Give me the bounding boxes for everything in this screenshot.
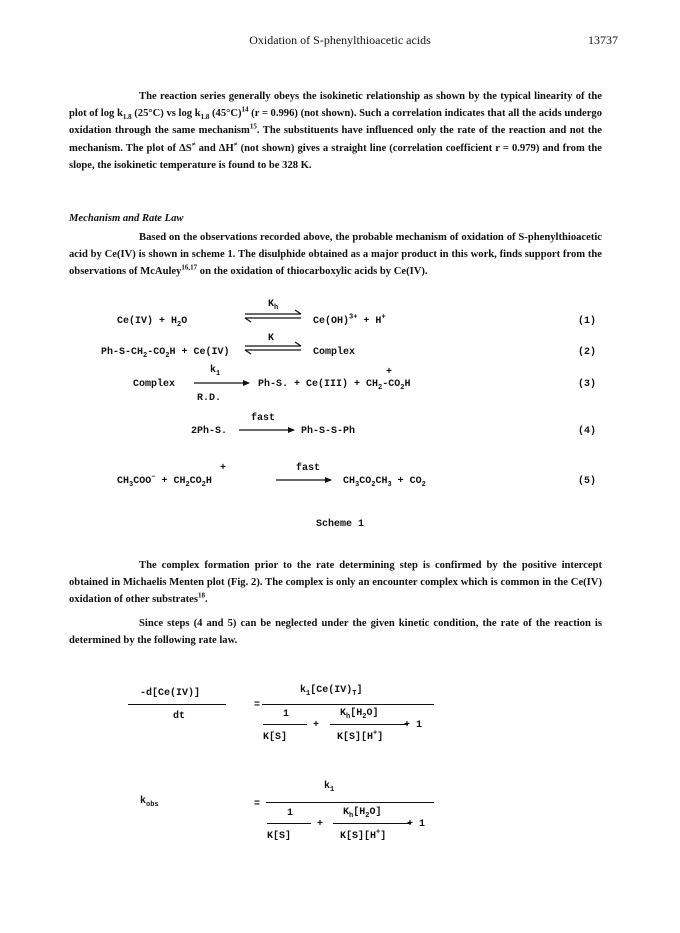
eq5-left: $CH_3COO^- + CH_2CO_2H$ xyxy=(117,473,212,489)
rhs-ks: K[S] xyxy=(263,732,288,743)
rhs-fraction-bar xyxy=(262,704,434,705)
forward-arrow-icon xyxy=(275,475,333,485)
kobs-plus-one: + 1 xyxy=(407,819,426,830)
eq4-right: Ph-S-S-Ph xyxy=(301,426,356,437)
para2-ref-16-17: 16,17 xyxy=(181,263,198,272)
para1-text-b: (25°C) vs log k xyxy=(131,108,201,120)
rhs-numerator: $k_1[Ce(IV)_T]$ xyxy=(300,685,363,698)
lhs-fraction-bar xyxy=(128,704,226,705)
para1-text-e: . The substituents have influenced only the rate of the reaction and not the mechanism. The plot of ΔS xyxy=(69,125,603,154)
eq2-number: (2) xyxy=(578,347,597,358)
paragraph-mechanism xyxy=(69,229,602,281)
eq1-left: $Ce(IV) + H_2O$ xyxy=(117,316,188,329)
eq3-right: Ph-S. + $Ce(III) + CH_2-CO_2H$ xyxy=(258,379,411,392)
kh-denominator: K[S][H+] xyxy=(337,729,384,743)
eq1-k-label: $K_h$ xyxy=(268,299,279,312)
kh-numerator: $K_h[H_2O]$ xyxy=(340,708,379,721)
para1-sub-a: 1.8 xyxy=(122,113,132,122)
eq3-number: (3) xyxy=(578,379,597,390)
lhs-numerator: -d[Ce(IV)] xyxy=(140,688,201,699)
one-over-ks-bar xyxy=(263,724,307,725)
eq5-number: (5) xyxy=(578,476,597,487)
kobs-fraction-bar xyxy=(266,802,434,803)
equilibrium-arrow-icon xyxy=(243,309,303,323)
kobs-ks: K[S] xyxy=(267,831,292,842)
kobs-one: 1 xyxy=(287,808,294,819)
equals-sign: = xyxy=(254,700,261,711)
forward-arrow-icon xyxy=(193,378,251,388)
kobs-kh-numerator: $K_h[H_2O]$ xyxy=(343,807,382,820)
eq2-k-label: K xyxy=(268,333,275,344)
para2-text-b: on the oxidation of thiocarboxylic acids by Ce(IV). xyxy=(197,266,428,278)
kobs-kh-fraction-bar xyxy=(333,823,411,824)
para2-text-a: Based on the observations recorded above, the probable mechanism of oxidation of S-phenylthioacetic acid by Ce(IV) is shown in scheme 1. The disulphide obtained as a major product in this work, finds support from the observations of McAuley xyxy=(69,232,602,278)
para1-ref-14: 14 xyxy=(241,105,249,114)
forward-arrow-icon xyxy=(238,425,296,435)
scheme-label: Scheme 1 xyxy=(315,519,364,530)
para1-text-f: and ΔH xyxy=(195,142,234,154)
paragraph-complex xyxy=(69,557,602,609)
paragraph-rate-law-intro: Since steps (4 and 5) can be neglected under the given kinetic condition, the rate of the reaction is determined by the following rate law. xyxy=(69,618,602,647)
para3-text-a: The complex formation prior to the rate determining step is confirmed by the positive intercept obtained in Michaelis Menten plot (Fig. 2). The complex is only an encounter complex which is common in the Ce(IV) oxidation of other substrates xyxy=(69,560,602,606)
paragraph-isokinetic xyxy=(69,88,602,174)
para1-text-g: (not shown) gives a straight line (correlation coefficient r = 0.979) and from the slope, the isokinetic temperature is found to be 328 K. xyxy=(69,142,602,171)
para1-text-c: (45°C) xyxy=(209,108,242,120)
para1-text-a: The reaction series generally obeys the isokinetic relationship as shown by the typical linearity of the plot of log k xyxy=(69,91,602,120)
para3-text-b: . xyxy=(205,594,208,606)
section-heading: Mechanism and Rate Law xyxy=(69,213,184,224)
eq1-number: (1) xyxy=(578,316,597,327)
page-number: 13737 xyxy=(588,33,618,47)
plus-one: + 1 xyxy=(404,720,423,731)
eq4-left: 2Ph-S. xyxy=(191,426,228,437)
kobs-label: $k_{obs}$ xyxy=(140,796,159,809)
equals-sign-2: = xyxy=(254,799,261,810)
eq4-fast-label: fast xyxy=(251,413,276,424)
eq5-fast-label: fast xyxy=(296,463,321,474)
para1-sup-e: ≠ xyxy=(191,140,196,149)
eq3-k-label: $k_1$ xyxy=(210,365,221,378)
eq5-right: $CH_3CO_2CH_3 + CO_2$ xyxy=(343,476,426,489)
para1-sub-b: 1.8 xyxy=(200,113,210,122)
kh-fraction-bar xyxy=(330,724,408,725)
lhs-denominator: dt xyxy=(173,711,186,722)
para1-sup-f: ≠ xyxy=(233,140,238,149)
para1-text-d: (r = 0.996) (not shown). Such a correlation indicates that all the acids undergo oxidation through the same mechanism xyxy=(69,108,603,137)
eq5-plus-mark: + xyxy=(220,463,227,474)
plus-sign: + xyxy=(313,720,320,731)
para1-ref-15: 15 xyxy=(249,122,257,131)
kobs-kh-denominator: K[S][H+] xyxy=(340,828,387,842)
eq2-left: $Ph-S-CH_2-CO_2H + Ce(IV)$ xyxy=(101,347,230,360)
k1-numerator: $k_1$ xyxy=(324,781,335,794)
rhs-one: 1 xyxy=(283,709,290,720)
eq2-right: Complex xyxy=(313,347,356,358)
kobs-one-over-ks-bar xyxy=(267,823,311,824)
eq1-right: Ce(OH)$^{3+}$ + H+ xyxy=(313,313,386,327)
eq3-left: Complex xyxy=(133,379,176,390)
eq3-rd-label: R.D. xyxy=(197,393,222,404)
equilibrium-arrow-icon xyxy=(243,341,303,355)
running-header-title: Oxidation of S-phenylthioacetic acids xyxy=(249,33,431,47)
eq3-plus-mark: + xyxy=(386,367,393,378)
para3-ref-18: 18 xyxy=(198,591,205,600)
eq4-number: (4) xyxy=(578,426,597,437)
kobs-plus-sign: + xyxy=(317,819,324,830)
